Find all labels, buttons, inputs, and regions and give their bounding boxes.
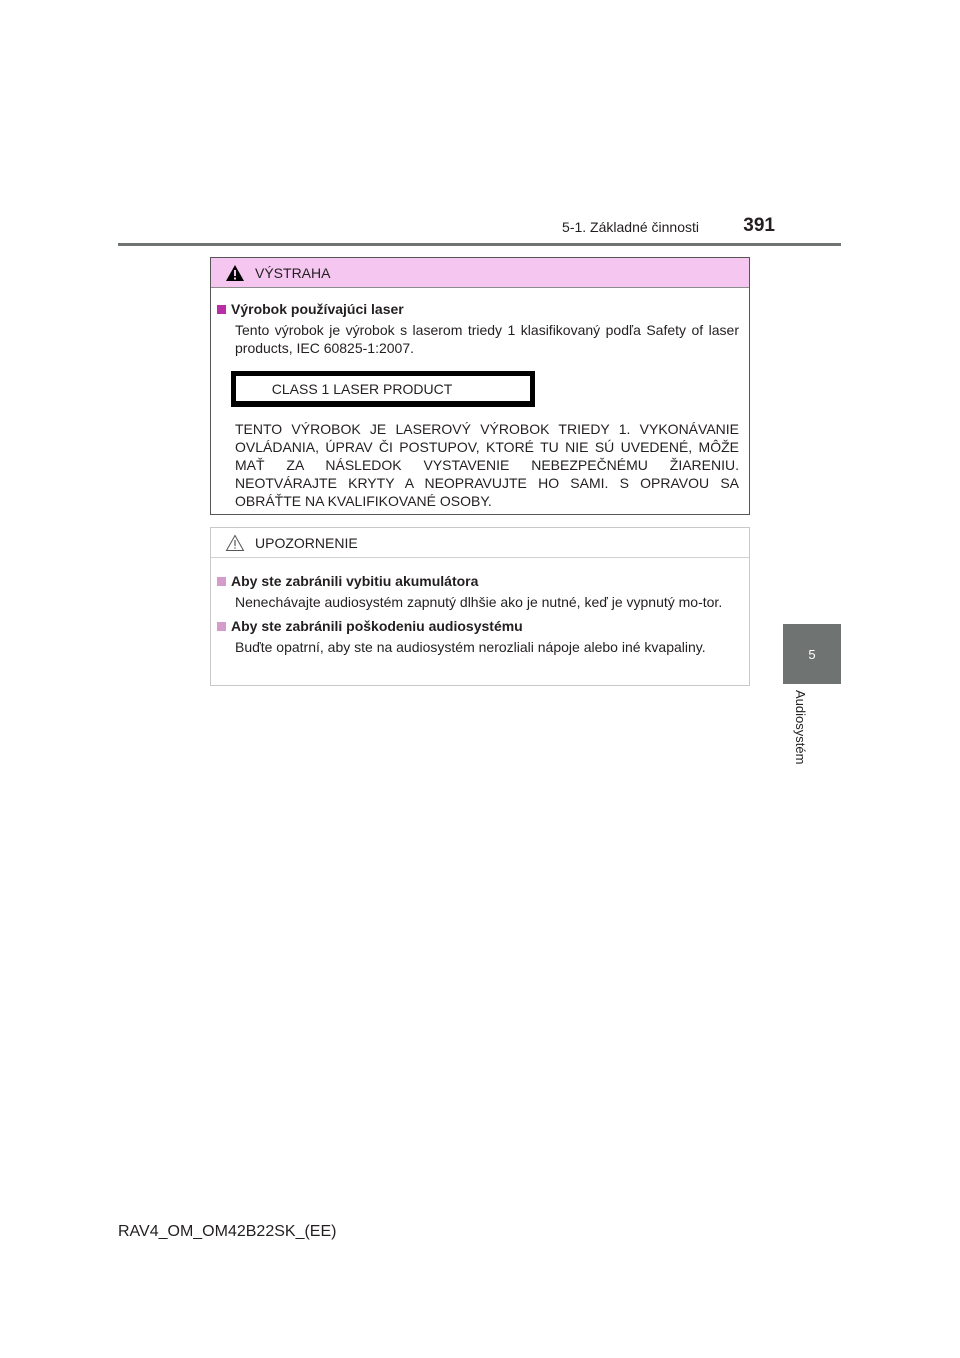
chapter-label: Audiosystém — [793, 690, 808, 765]
warning-item-title — [217, 300, 739, 318]
warning-item-title-text: Výrobok používajúci laser — [231, 301, 404, 317]
caution-item-text: Nenechávajte audiosystém zapnutý dlhšie ako je nutné, keď je vypnutý mo-tor. — [235, 594, 723, 610]
warning-heading: VÝSTRAHA — [255, 264, 331, 281]
square-bullet-icon — [217, 305, 226, 314]
warning-item-text: Tento výrobok je výrobok s laserom triedy 1 klasifikovaný podľa Safety of laser products, IEC 60825-1:2007. — [235, 322, 739, 356]
caution-box — [210, 527, 750, 686]
caution-box-body — [211, 558, 749, 656]
caution-item-title — [217, 617, 739, 635]
warning-triangle-icon — [225, 264, 245, 282]
caution-item-text: Buďte opatrní, aby ste na audiosystém nerozliali nápoje alebo iné kvapaliny. — [235, 639, 706, 655]
page-number: 391 — [743, 215, 775, 236]
laser-notice-text: TENTO VÝROBOK JE LASEROVÝ VÝROBOK TRIEDY 1. VYKONÁVANIE OVLÁDANIA, ÚPRAV ČI POSTUPOV, KTORÉ TU NIE SÚ UVEDENÉ, MÔŽE MAŤ ZA NÁSLEDOK VYSTAVENIE NEBEZPEČNÉMU ŽIARENIU. NEOTVÁRAJTE KRYTY A NEOPRAVUJTE HO SAMI. S OPRAVOU SA OBRÁŤTE NA KVALIFIKOVANÉ OSOBY. — [235, 421, 739, 509]
caution-item-title-text: Aby ste zabránili poškodeniu audiosystému — [231, 618, 523, 634]
warning-box-body — [211, 288, 749, 510]
caution-item-title — [217, 572, 739, 590]
section-title: 5-1. Základné činnosti — [562, 219, 699, 235]
square-bullet-icon — [217, 622, 226, 631]
square-bullet-icon — [217, 577, 226, 586]
caution-triangle-icon — [225, 534, 245, 552]
laser-product-label: CLASS 1 LASER PRODUCT — [231, 371, 535, 407]
document-code: RAV4_OM_OM42B22SK_(EE) — [118, 1223, 337, 1240]
caution-heading: UPOZORNENIE — [255, 534, 358, 551]
caution-item — [217, 617, 739, 656]
caution-item-title-text: Aby ste zabránili vybitiu akumulátora — [231, 573, 479, 589]
caution-item — [217, 572, 739, 611]
caution-box-header — [211, 528, 749, 558]
chapter-tab — [783, 624, 841, 684]
header-divider — [118, 243, 841, 246]
warning-box-header — [211, 258, 749, 288]
chapter-number: 5 — [808, 646, 816, 662]
warning-box — [210, 257, 750, 515]
